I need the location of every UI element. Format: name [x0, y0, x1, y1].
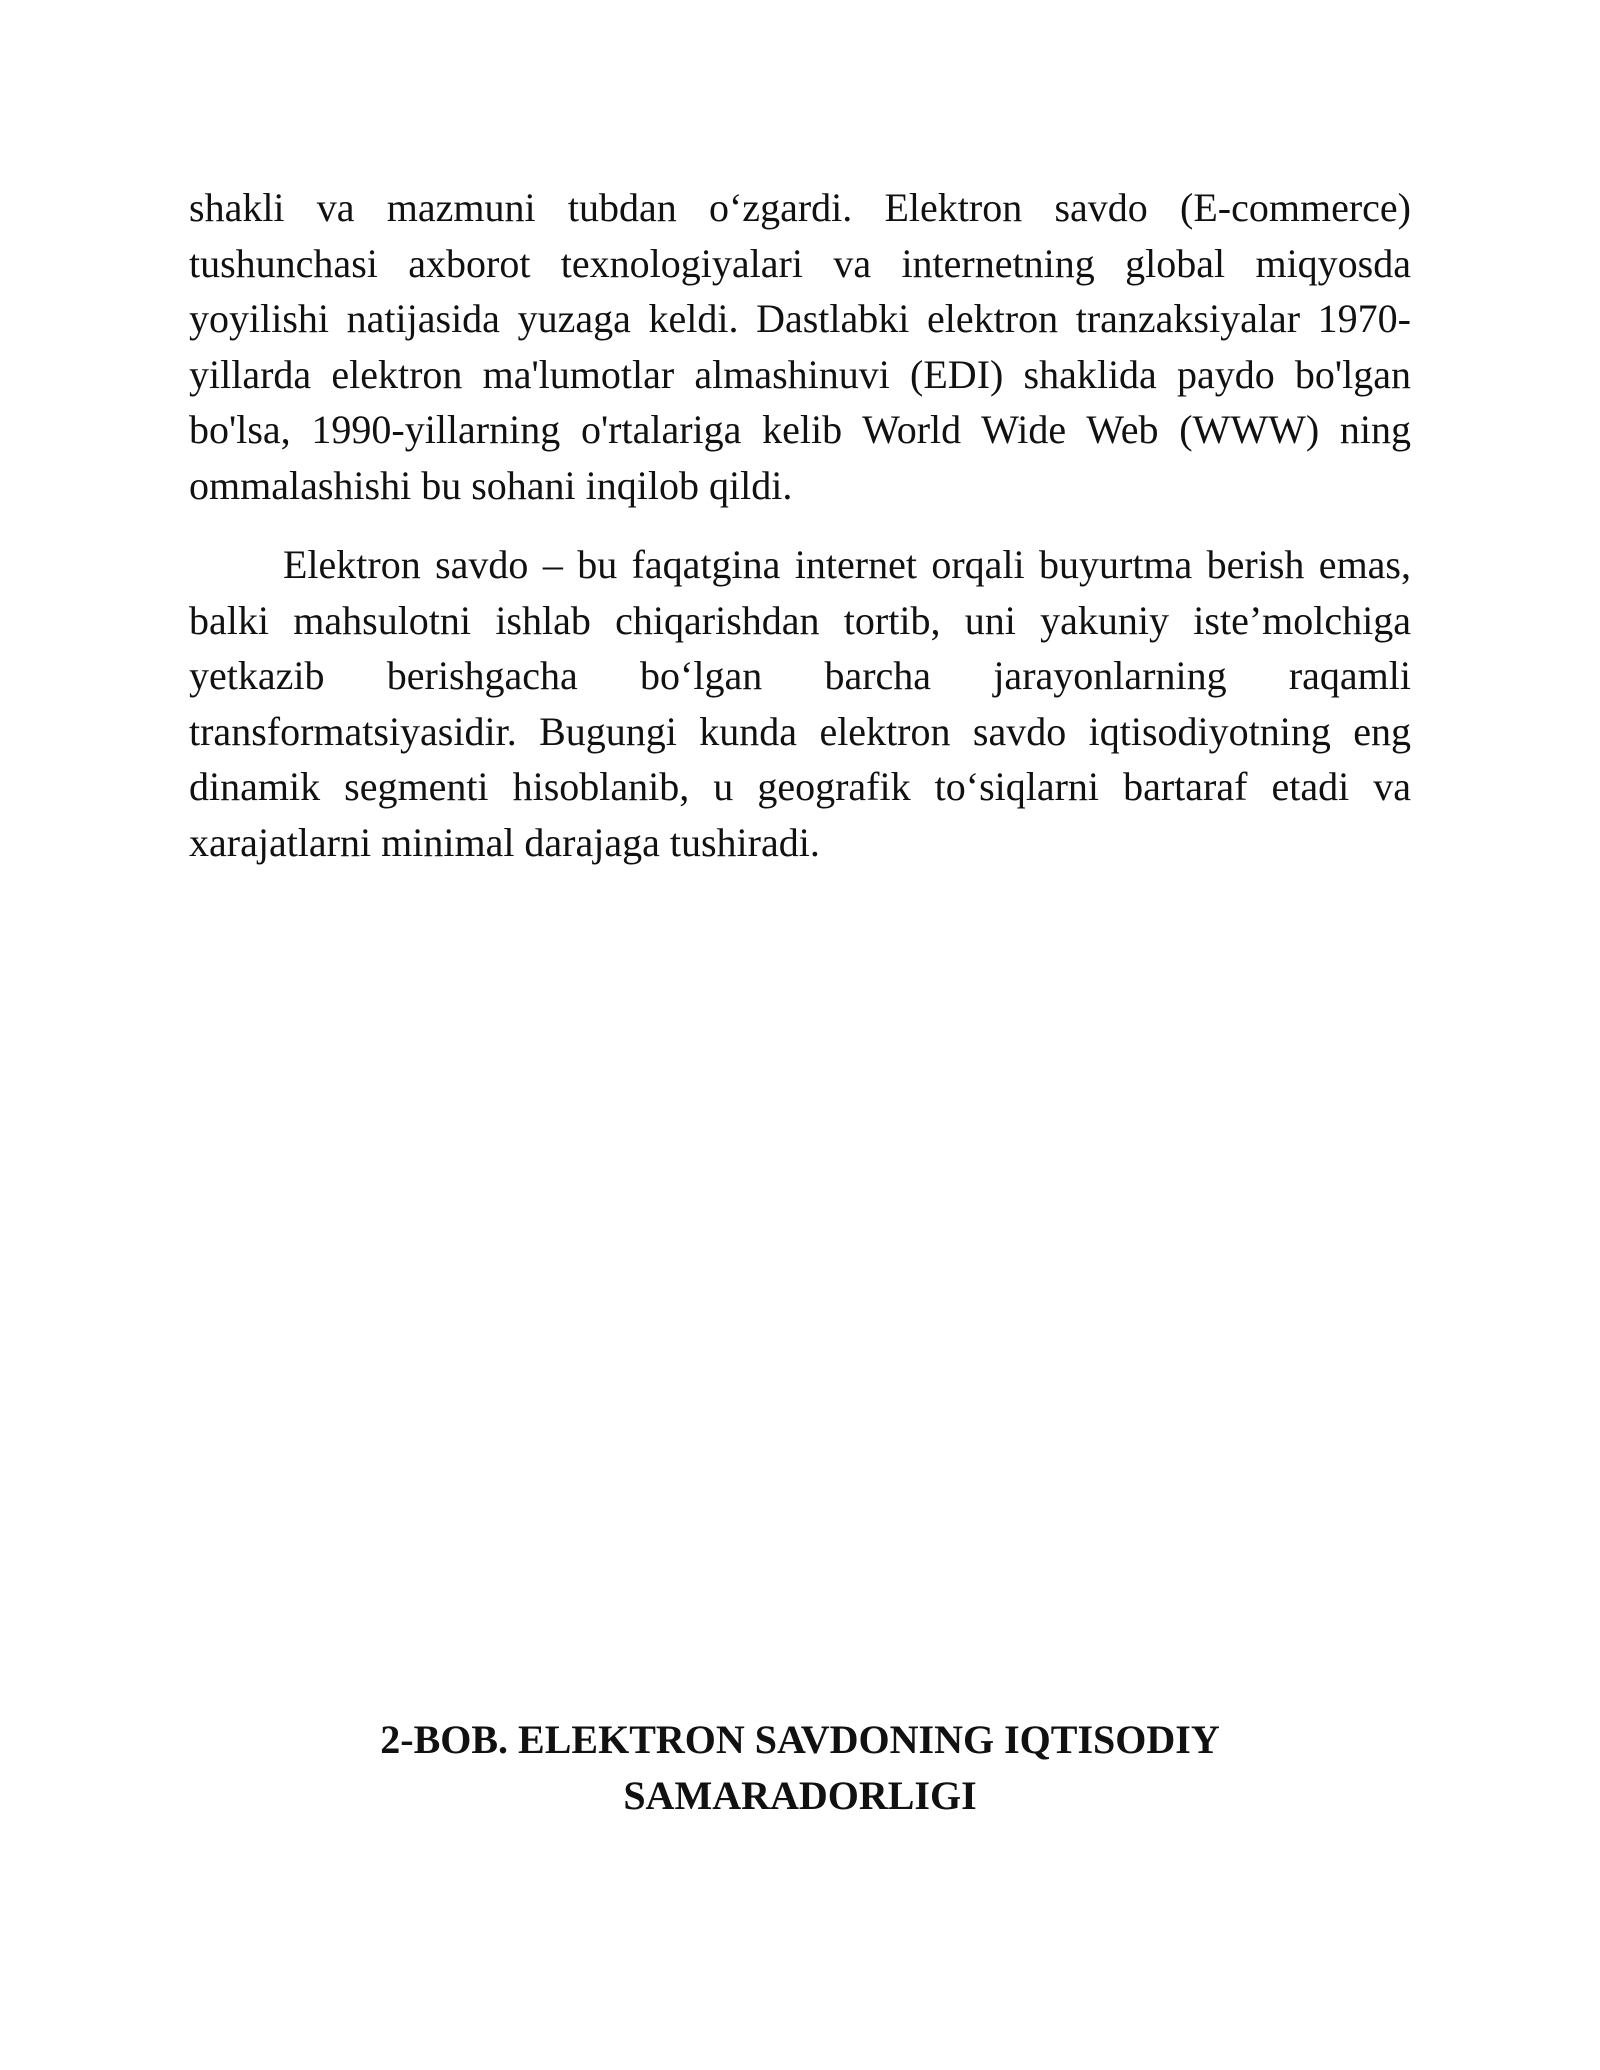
paragraph-e-commerce-definition: Elektron savdo – bu faqatgina internet orqali buyurtma berish emas, balki mahsulotni ishlab chiqarishdan tortib, uni yakuniy iste’molchiga yetkazib berishgacha bo‘lgan barcha jarayonlarning raqamli transformatsiyasidir. Bugungi kunda elektron savdo iqtisodiyotning eng dinamik segmenti hisoblanib, u geografik to‘siqlarni bartaraf etadi va xarajatlarni minimal darajaga tushiradi. [189, 542, 1411, 865]
body-text [189, 180, 1411, 870]
paragraph-continuation: shakli va mazmuni tubdan o‘zgardi. Elektron savdo (E-commerce) tushunchasi axborot texnologiyalari va internetning global miqyosda yoyilishi natijasida yuzaga keldi. Dastlabki elektron tranzaksiyalar 1970-yillarda elektron ma'lumotlar almashinuvi (EDI) shaklida paydo bo'lgan bo'lsa, 1990-yillarning o'rtalariga kelib World Wide Web (WWW) ning ommalashishi bu sohani inqilob qildi. [189, 185, 1411, 508]
chapter-heading [189, 1712, 1411, 1824]
chapter-heading-line-2: SAMARADORLIGI [623, 1773, 977, 1818]
chapter-heading-line-1: 2-BOB. ELEKTRON SAVDONING IQTISODIY [380, 1717, 1220, 1762]
